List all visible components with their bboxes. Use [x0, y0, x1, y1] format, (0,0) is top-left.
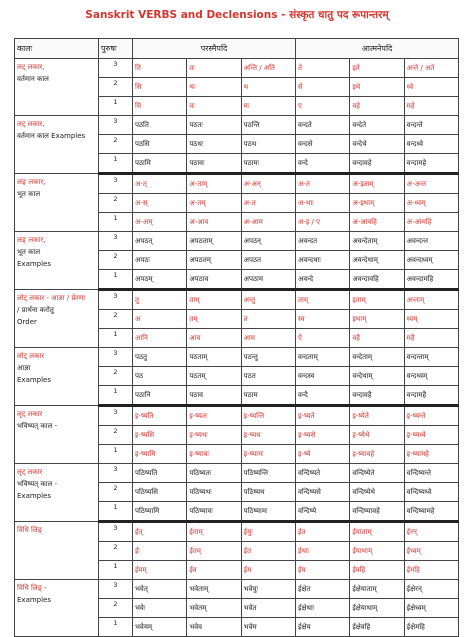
section-label-line: वर्तमान काल Examples: [17, 131, 86, 140]
form-cell: ईम: [241, 561, 295, 580]
form-cell: वन्दध्वे: [404, 135, 458, 154]
purusha-cell: 3: [99, 464, 133, 483]
form-cell: इ-ष्यतः: [187, 406, 241, 426]
form-cell: वहे: [350, 97, 404, 116]
form-cell: पठाम: [241, 386, 295, 406]
form-cell: अ-आम: [241, 213, 295, 232]
form-cell: इ-ष्येते: [350, 406, 404, 426]
purusha-cell: 1: [99, 97, 133, 116]
form-cell: इ-ष्यामि: [133, 445, 187, 464]
form-cell: भवेयम्: [133, 618, 187, 637]
form-cell: पठावः: [187, 154, 241, 174]
form-cell: अवन्दामहि: [404, 270, 458, 290]
purusha-cell: 2: [99, 426, 133, 445]
form-cell: ताम्: [296, 290, 350, 310]
form-cell: अन्तु: [241, 290, 295, 310]
form-cell: इते: [350, 59, 404, 78]
form-cell: अवन्दे: [296, 270, 350, 290]
purusha-cell: 2: [99, 367, 133, 386]
form-cell: ईक्षेध्वम्: [404, 599, 458, 618]
form-cell: भवेत्: [133, 580, 187, 599]
form-cell: पठिष्यामः: [241, 502, 295, 522]
section-label: [15, 232, 99, 290]
form-cell: वन्दसे: [296, 135, 350, 154]
form-cell: अन्ताम्: [404, 290, 458, 310]
form-cell: ईतम्: [187, 542, 241, 561]
header-parasmaipada: परस्मैपदि: [133, 39, 296, 59]
form-cell: पठाव: [187, 386, 241, 406]
section-label-line: आज्ञा: [17, 363, 31, 372]
form-cell: ईयाथाम्: [350, 542, 404, 561]
form-cell: तः: [187, 59, 241, 78]
purusha-cell: 1: [99, 618, 133, 637]
purusha-cell: 2: [99, 599, 133, 618]
form-cell: इ-ष्यावः: [187, 445, 241, 464]
verb-conjugation-table: [14, 38, 459, 637]
form-cell: अ: [133, 310, 187, 329]
form-cell: इथे: [350, 78, 404, 97]
form-cell: ईय: [296, 561, 350, 580]
purusha-cell: 3: [99, 116, 133, 135]
form-cell: अ-इताम्: [350, 174, 404, 194]
section-label-line: भविष्यत् काल -: [17, 479, 58, 488]
form-cell: वन्दस्व: [296, 367, 350, 386]
form-cell: पठ: [133, 367, 187, 386]
form-cell: अवन्दत: [296, 232, 350, 251]
form-cell: अ-ध्वम्: [404, 194, 458, 213]
form-cell: मः: [241, 97, 295, 116]
form-cell: पठिष्यन्ति: [241, 464, 295, 483]
form-cell: वहै: [350, 329, 404, 348]
form-cell: ईमहि: [404, 561, 458, 580]
form-cell: पठानि: [133, 386, 187, 406]
form-cell: अपठत्: [133, 232, 187, 251]
form-cell: इ-ष्यामहे: [404, 445, 458, 464]
form-cell: भवेयुः: [241, 580, 295, 599]
form-cell: अपठः: [133, 251, 187, 270]
header-atmanepada: आत्मनेपदि: [296, 39, 459, 59]
form-cell: वन्देते: [350, 116, 404, 135]
form-cell: ईक्षेय: [296, 618, 350, 637]
section-label-line: लट् लकार,: [17, 63, 45, 71]
form-cell: अपठाव: [187, 270, 241, 290]
form-cell: अ-आव: [187, 213, 241, 232]
section-label: [15, 116, 99, 174]
form-cell: इ-ष्यथः: [187, 426, 241, 445]
form-cell: ईथाः: [296, 542, 350, 561]
section-label-line: भूत काल: [17, 247, 41, 256]
section-label-line: Examples: [17, 491, 52, 500]
form-cell: इ-ष्यन्ति: [241, 406, 295, 426]
form-cell: भवेताम्: [187, 580, 241, 599]
form-cell: अ-स्: [133, 194, 187, 213]
form-cell: वन्दन्ताम्: [404, 348, 458, 367]
form-cell: अ-इ / ए: [296, 213, 350, 232]
purusha-cell: 2: [99, 310, 133, 329]
table-row: [15, 580, 459, 599]
form-cell: से: [296, 78, 350, 97]
form-cell: इ-ष्ये: [296, 445, 350, 464]
form-cell: वन्दिष्ये: [296, 502, 350, 522]
form-cell: इ-ष्येथे: [350, 426, 404, 445]
form-cell: पठिष्यावः: [187, 502, 241, 522]
form-cell: ईक्षेत: [296, 580, 350, 599]
form-cell: ईव: [187, 561, 241, 580]
form-cell: इ-ष्यसे: [296, 426, 350, 445]
table-row: [15, 290, 459, 310]
form-cell: ताम्: [187, 290, 241, 310]
form-cell: भवेव: [187, 618, 241, 637]
form-cell: वन्दध्वम्: [404, 367, 458, 386]
form-cell: इ-ष्यथ: [241, 426, 295, 445]
form-cell: अ-त: [296, 174, 350, 194]
form-cell: ईयाताम्: [350, 522, 404, 542]
section-label-line: वर्तमान काल: [17, 74, 49, 83]
form-cell: अपठन्: [241, 232, 295, 251]
form-cell: भवेः: [133, 599, 187, 618]
form-cell: पठति: [133, 116, 187, 135]
section-label: [15, 59, 99, 116]
form-cell: ईत: [241, 542, 295, 561]
form-cell: अवन्देथाम्: [350, 251, 404, 270]
form-cell: भवेतम्: [187, 599, 241, 618]
form-cell: अपठत: [241, 251, 295, 270]
form-cell: इ-ष्यामः: [241, 445, 295, 464]
form-cell: वन्देताम्: [350, 348, 404, 367]
form-cell: वन्दते: [296, 116, 350, 135]
purusha-cell: 3: [99, 59, 133, 78]
purusha-cell: 3: [99, 580, 133, 599]
form-cell: अवन्दध्वम्: [404, 251, 458, 270]
table-row: [15, 522, 459, 542]
purusha-cell: 1: [99, 386, 133, 406]
section-label-line: / प्रार्थना करोतु: [17, 305, 54, 314]
form-cell: इताम्: [350, 290, 404, 310]
form-cell: पठिष्यथः: [187, 483, 241, 502]
header-purusha: पुरुषः: [99, 39, 133, 59]
section-label-line: लृट् लकार: [17, 468, 43, 476]
form-cell: वन्दावहे: [350, 154, 404, 174]
section-label-line: Examples: [17, 259, 52, 268]
form-cell: पठथ: [241, 135, 295, 154]
section-label: [15, 406, 99, 464]
section-label-line: लोट् लकार: [17, 352, 45, 360]
section-label-line: लृट् लकार: [17, 410, 43, 418]
header-kala: कालः: [15, 39, 99, 59]
form-cell: अ-त्: [133, 174, 187, 194]
form-cell: ईक्षेथाः: [296, 599, 350, 618]
form-cell: अवन्देताम्: [350, 232, 404, 251]
section-label: [15, 174, 99, 232]
form-cell: ईताम्: [187, 522, 241, 542]
table-row: [15, 232, 459, 251]
form-cell: त: [241, 310, 295, 329]
form-cell: वन्दन्ते: [404, 116, 458, 135]
section-label-line: Order: [17, 317, 37, 326]
form-cell: अ-थाः: [296, 194, 350, 213]
purusha-cell: 3: [99, 290, 133, 310]
form-cell: महे: [404, 97, 458, 116]
form-cell: ईरन्: [404, 522, 458, 542]
purusha-cell: 3: [99, 348, 133, 367]
form-cell: अ-आवहि: [350, 213, 404, 232]
header-row: [15, 39, 459, 59]
form-cell: ईध्वम्: [404, 542, 458, 561]
form-cell: ऐ: [296, 329, 350, 348]
purusha-cell: 1: [99, 213, 133, 232]
form-cell: अ-अम्: [133, 213, 187, 232]
purusha-cell: 1: [99, 502, 133, 522]
form-cell: ध्वम्: [404, 310, 458, 329]
form-cell: भवेत: [241, 599, 295, 618]
form-cell: थः: [187, 78, 241, 97]
form-cell: आम: [241, 329, 295, 348]
section-label-line: विधि लिङ् -: [17, 584, 47, 592]
table-row: [15, 174, 459, 194]
form-cell: वन्दिष्यसे: [296, 483, 350, 502]
form-cell: वन्दताम्: [296, 348, 350, 367]
form-cell: ते: [296, 59, 350, 78]
purusha-cell: 3: [99, 522, 133, 542]
form-cell: पठत: [241, 367, 295, 386]
table-row: [15, 348, 459, 367]
form-cell: अवन्दथाः: [296, 251, 350, 270]
form-cell: अ-त: [241, 194, 295, 213]
form-cell: वन्दिष्यन्ते: [404, 464, 458, 483]
form-cell: ईत: [296, 522, 350, 542]
form-cell: मि: [133, 97, 187, 116]
form-cell: अवन्दन्त: [404, 232, 458, 251]
form-cell: अ-अन्: [241, 174, 295, 194]
form-cell: पठतः: [187, 116, 241, 135]
form-cell: वन्दै: [296, 386, 350, 406]
form-cell: ए: [296, 97, 350, 116]
form-cell: अपठाम: [241, 270, 295, 290]
form-cell: वन्दिष्यध्वे: [404, 483, 458, 502]
form-cell: अपठम्: [133, 270, 187, 290]
section-label-line: लट् लकार,: [17, 120, 45, 128]
form-cell: स्व: [296, 310, 350, 329]
form-cell: भवेम: [241, 618, 295, 637]
form-cell: अपठताम्: [187, 232, 241, 251]
form-cell: तम्: [187, 310, 241, 329]
form-cell: अ-तम्: [187, 194, 241, 213]
form-cell: वन्दामहै: [404, 386, 458, 406]
form-cell: ति: [133, 59, 187, 78]
purusha-cell: 1: [99, 445, 133, 464]
form-cell: पठन्तु: [241, 348, 295, 367]
table-row: [15, 406, 459, 426]
form-cell: सि: [133, 78, 187, 97]
purusha-cell: 1: [99, 561, 133, 580]
form-cell: ईक्षेमहि: [404, 618, 458, 637]
purusha-cell: 3: [99, 406, 133, 426]
form-cell: ईवहि: [350, 561, 404, 580]
section-label: [15, 522, 99, 580]
form-cell: ईयुः: [241, 522, 295, 542]
form-cell: अवन्दावहि: [350, 270, 404, 290]
purusha-cell: 1: [99, 329, 133, 348]
purusha-cell: 2: [99, 542, 133, 561]
form-cell: वन्देथाम्: [350, 367, 404, 386]
form-cell: ध्वे: [404, 78, 458, 97]
form-cell: पठताम्: [187, 348, 241, 367]
form-cell: पठिष्यतः: [187, 464, 241, 483]
section-label-line: Examples: [17, 375, 52, 384]
form-cell: वन्दिष्येते: [350, 464, 404, 483]
section-label: [15, 290, 99, 348]
form-cell: ईक्षेवहि: [350, 618, 404, 637]
section-label: [15, 464, 99, 522]
form-cell: वन्दिष्यावहे: [350, 502, 404, 522]
purusha-cell: 2: [99, 483, 133, 502]
purusha-cell: 2: [99, 251, 133, 270]
form-cell: इ-ष्यन्ते: [404, 406, 458, 426]
form-cell: अ-आमहि: [404, 213, 458, 232]
table-row: [15, 59, 459, 78]
form-cell: पठामः: [241, 154, 295, 174]
form-cell: वन्दिष्यते: [296, 464, 350, 483]
form-cell: ईयम्: [133, 561, 187, 580]
form-cell: इ-ष्यति: [133, 406, 187, 426]
section-label-line: विधि लिङ्: [17, 526, 43, 534]
section-label-line: लङ् लकार,: [17, 178, 46, 186]
purusha-cell: 2: [99, 78, 133, 97]
section-label: [15, 348, 99, 406]
form-cell: तु: [133, 290, 187, 310]
table-body: [15, 59, 459, 637]
form-cell: वन्दे: [296, 154, 350, 174]
form-cell: वन्दामहे: [404, 154, 458, 174]
form-cell: अ-इथाम्: [350, 194, 404, 213]
form-cell: ईक्षेयाथाम्: [350, 599, 404, 618]
form-cell: आव: [187, 329, 241, 348]
form-cell: अ-ताम्: [187, 174, 241, 194]
form-cell: पठन्ति: [241, 116, 295, 135]
form-cell: आनि: [133, 329, 187, 348]
section-label: [15, 580, 99, 637]
purusha-cell: 2: [99, 194, 133, 213]
form-cell: वन्दिष्यामहे: [404, 502, 458, 522]
form-cell: पठिष्यामि: [133, 502, 187, 522]
form-cell: वन्देथे: [350, 135, 404, 154]
form-cell: इथाम्: [350, 310, 404, 329]
form-cell: पठिष्यसि: [133, 483, 187, 502]
form-cell: वः: [187, 97, 241, 116]
form-cell: इ-ष्यावहे: [350, 445, 404, 464]
form-cell: पठथः: [187, 135, 241, 154]
form-cell: थ: [241, 78, 295, 97]
form-cell: अन्ति / अति: [241, 59, 295, 78]
form-cell: ईक्षेरन्: [404, 580, 458, 599]
form-cell: अन्ते / अते: [404, 59, 458, 78]
form-cell: पठामि: [133, 154, 187, 174]
section-label-line: Examples: [17, 595, 52, 604]
form-cell: पठिष्यति: [133, 464, 187, 483]
form-cell: पठतम्: [187, 367, 241, 386]
form-cell: अपठतम्: [187, 251, 241, 270]
form-cell: इ-ष्यते: [296, 406, 350, 426]
form-cell: इ-ष्यध्वे: [404, 426, 458, 445]
purusha-cell: 1: [99, 270, 133, 290]
form-cell: ईः: [133, 542, 187, 561]
form-cell: ईक्षेयाताम्: [350, 580, 404, 599]
page-title: Sanskrit VERBS and Declensions - संस्कृत धातु पद रूपान्तरम्: [85, 9, 389, 21]
purusha-cell: 1: [99, 154, 133, 174]
form-cell: पठसि: [133, 135, 187, 154]
purusha-cell: 3: [99, 174, 133, 194]
section-label-line: लङ् लकार,: [17, 236, 46, 244]
section-label-line: भूत काल: [17, 189, 41, 198]
table-row: [15, 464, 459, 483]
form-cell: इ-ष्यसि: [133, 426, 187, 445]
form-cell: ईत्: [133, 522, 187, 542]
form-cell: वन्दावहै: [350, 386, 404, 406]
section-label-line: लोट् लकार - आज्ञा / प्रेरणा: [17, 294, 86, 302]
form-cell: पठिष्यथ: [241, 483, 295, 502]
purusha-cell: 3: [99, 232, 133, 251]
form-cell: अ-अन्त: [404, 174, 458, 194]
form-cell: वन्दिष्येथे: [350, 483, 404, 502]
form-cell: पठतु: [133, 348, 187, 367]
table-row: [15, 116, 459, 135]
purusha-cell: 2: [99, 135, 133, 154]
section-label-line: भविष्यत् काल -: [17, 421, 58, 430]
form-cell: महै: [404, 329, 458, 348]
